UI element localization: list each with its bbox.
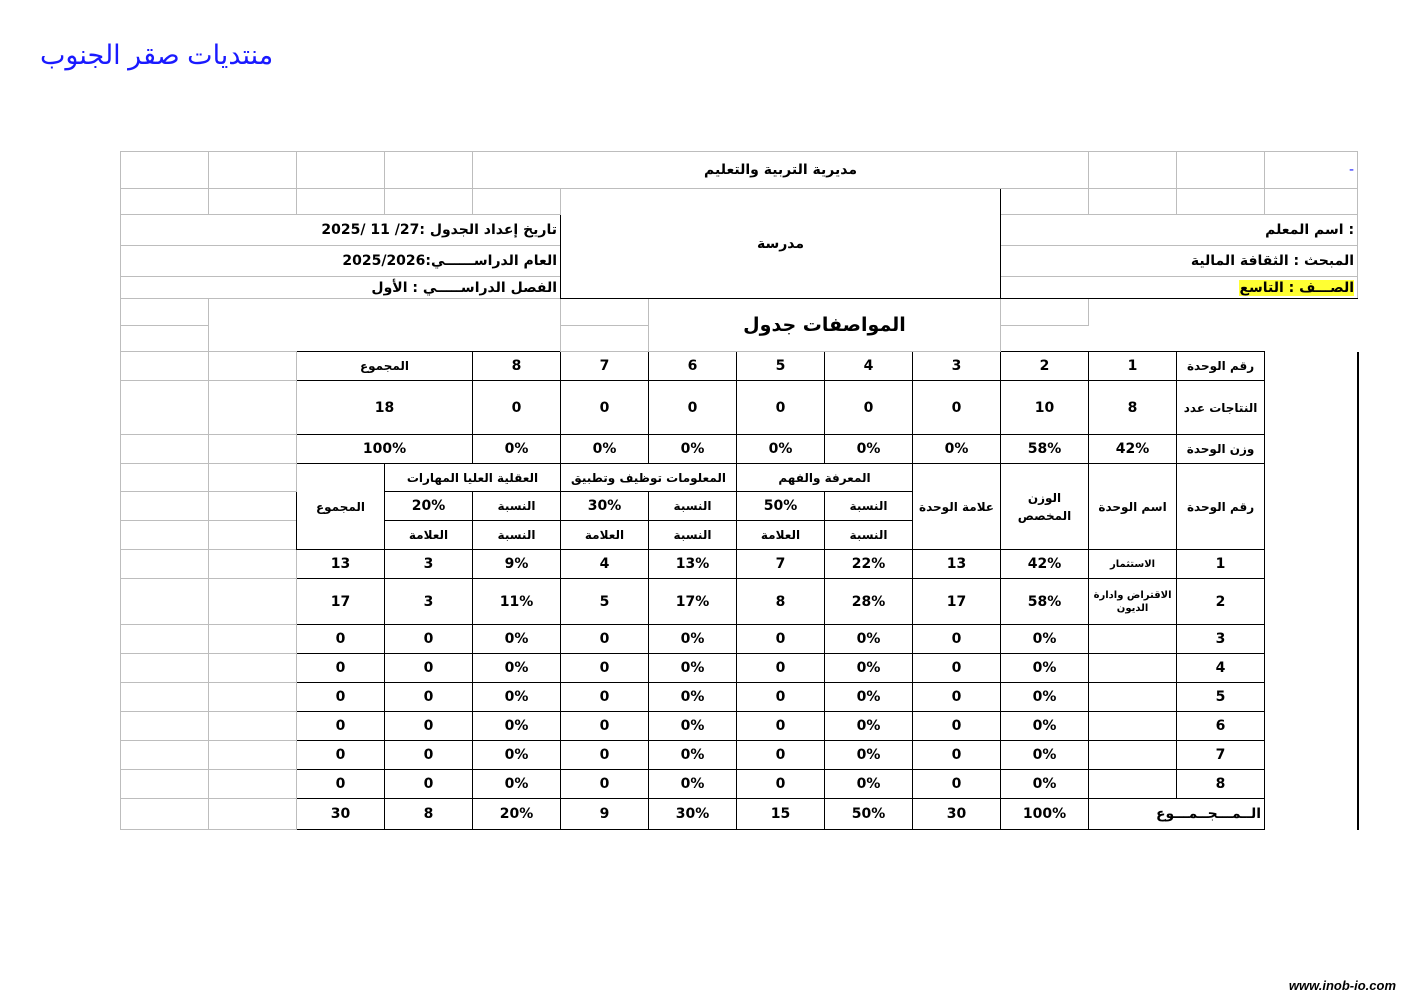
unit-name-cell: الاستثمار xyxy=(1089,550,1177,579)
grade-label: الصـــف : التاسع xyxy=(1239,279,1355,296)
summary-total-label: المجموع xyxy=(297,352,473,381)
table-row: 0 0 0% 0 0% 0 0% 0 0% 7 xyxy=(121,741,1358,770)
mark-label: العلامة xyxy=(385,521,473,550)
summary-weight-cell: 42% xyxy=(1089,435,1177,464)
summary-unit-cell: 5 xyxy=(737,352,825,381)
summary-outcome-cell: 0 xyxy=(737,381,825,435)
semester-label: الفصل الدراســـــي : الأول xyxy=(121,277,561,299)
summary-outcome-cell: 0 xyxy=(825,381,913,435)
summary-outcome-cell: 10 xyxy=(1001,381,1089,435)
unit-name-cell: الاقتراض وادارة الديون xyxy=(1089,579,1177,625)
summary-weight-cell: 0% xyxy=(737,435,825,464)
table-row: 0 0 0% 0 0% 0 0% 0 0% 8 xyxy=(121,770,1358,799)
summary-unit-cell: 8 xyxy=(473,352,561,381)
school-label: مدرسة xyxy=(561,189,1001,299)
summary-weight-cell: 0% xyxy=(913,435,1001,464)
summary-unit-cell: 1 xyxy=(1089,352,1177,381)
summary-weight-cell: 0% xyxy=(649,435,737,464)
specification-grid xyxy=(120,151,1359,830)
allocated-weight-header: الوزن المخصص xyxy=(1001,464,1089,550)
summary-outcome-cell: 0 xyxy=(913,381,1001,435)
footer-url: www.inob-io.com xyxy=(1288,978,1396,993)
table-row: 17 3 11% 5 17% 8 28% 17 58% الاقتراض وادارة الديون 2 xyxy=(121,579,1358,625)
summary-outcome-cell: 8 xyxy=(1089,381,1177,435)
unit-name-cell xyxy=(1089,770,1177,799)
pct-label: النسبة xyxy=(825,521,913,550)
subject-label: المبحث : الثقافة المالية xyxy=(1001,246,1358,277)
pct-label: النسبة xyxy=(649,521,737,550)
table-row: 0 0 0% 0 0% 0 0% 0 0% 5 xyxy=(121,683,1358,712)
pct-label: النسبة xyxy=(473,492,561,521)
summary-units-row xyxy=(121,352,1358,381)
unit-name-cell xyxy=(1089,683,1177,712)
spec-total-label: المجموع xyxy=(297,464,385,550)
unit-number-header: رقم الوحدة xyxy=(1177,464,1265,550)
grand-total-row: 30 8 20% 9 30% 15 50% 30 100% الــمـــجــمـــوع xyxy=(121,799,1358,830)
level2-header: المعلومات توظيف وتطبيق xyxy=(561,464,737,492)
teacher-label: : اسم المعلم xyxy=(1001,215,1358,246)
date-label: تاريخ إعداد الجدول :27/ 11 /2025 xyxy=(121,215,561,246)
spec-header-row xyxy=(121,464,1358,492)
summary-outcome-cell: 0 xyxy=(473,381,561,435)
forum-brand-title: منتديات صقر الجنوب xyxy=(40,40,274,70)
pct-label: النسبة xyxy=(473,521,561,550)
specification-sheet xyxy=(120,151,1357,830)
level1-percent: 50% xyxy=(737,492,825,521)
summary-unit-cell: 6 xyxy=(649,352,737,381)
summary-unit-cell: 3 xyxy=(913,352,1001,381)
pct-label: النسبة xyxy=(825,492,913,521)
level3-header: العقلية العليا المهارات xyxy=(385,464,561,492)
unit-name-header: اسم الوحدة xyxy=(1089,464,1177,550)
unit-name-cell xyxy=(1089,625,1177,654)
summary-weights-total: 100% xyxy=(297,435,473,464)
summary-outcome-cell: 0 xyxy=(561,381,649,435)
level2-percent: 30% xyxy=(561,492,649,521)
dash-mark: - xyxy=(1348,162,1355,178)
summary-outcomes-total: 18 xyxy=(297,381,473,435)
level1-header: المعرفة والفهم xyxy=(737,464,913,492)
table-title: المواصفات جدول xyxy=(649,299,1001,352)
directorate-label: مديرية التربية والتعليم xyxy=(473,152,1089,189)
unit-mark-header: علامة الوحدة xyxy=(913,464,1001,550)
year-label: العام الدراســــــي:2025/2026 xyxy=(121,246,561,277)
summary-unit-cell: 2 xyxy=(1001,352,1089,381)
table-row: 0 0 0% 0 0% 0 0% 0 0% 3 xyxy=(121,625,1358,654)
table-row: 0 0 0% 0 0% 0 0% 0 0% 4 xyxy=(121,654,1358,683)
level3-percent: 20% xyxy=(385,492,473,521)
summary-weights-label: وزن الوحدة xyxy=(1177,435,1265,464)
summary-weight-cell: 58% xyxy=(1001,435,1089,464)
summary-unit-cell: 7 xyxy=(561,352,649,381)
unit-name-cell xyxy=(1089,712,1177,741)
pct-label: النسبة xyxy=(649,492,737,521)
summary-weight-cell: 0% xyxy=(473,435,561,464)
summary-weight-cell: 0% xyxy=(561,435,649,464)
unit-name-cell xyxy=(1089,741,1177,770)
grand-total-label: الــمـــجــمـــوع xyxy=(1089,799,1265,830)
summary-weights-row xyxy=(121,435,1358,464)
mark-label: العلامة xyxy=(561,521,649,550)
unit-name-cell xyxy=(1089,654,1177,683)
header-row xyxy=(121,152,1358,189)
summary-outcomes-row xyxy=(121,381,1358,435)
summary-weight-cell: 0% xyxy=(825,435,913,464)
summary-outcomes-label: النتاجات عدد xyxy=(1177,381,1265,435)
summary-unit-label: رقم الوحدة xyxy=(1177,352,1265,381)
summary-outcome-cell: 0 xyxy=(649,381,737,435)
summary-unit-cell: 4 xyxy=(825,352,913,381)
mark-label: العلامة xyxy=(737,521,825,550)
table-row: 13 3 9% 4 13% 7 22% 13 42% الاستثمار 1 xyxy=(121,550,1358,579)
table-row: 0 0 0% 0 0% 0 0% 0 0% 6 xyxy=(121,712,1358,741)
